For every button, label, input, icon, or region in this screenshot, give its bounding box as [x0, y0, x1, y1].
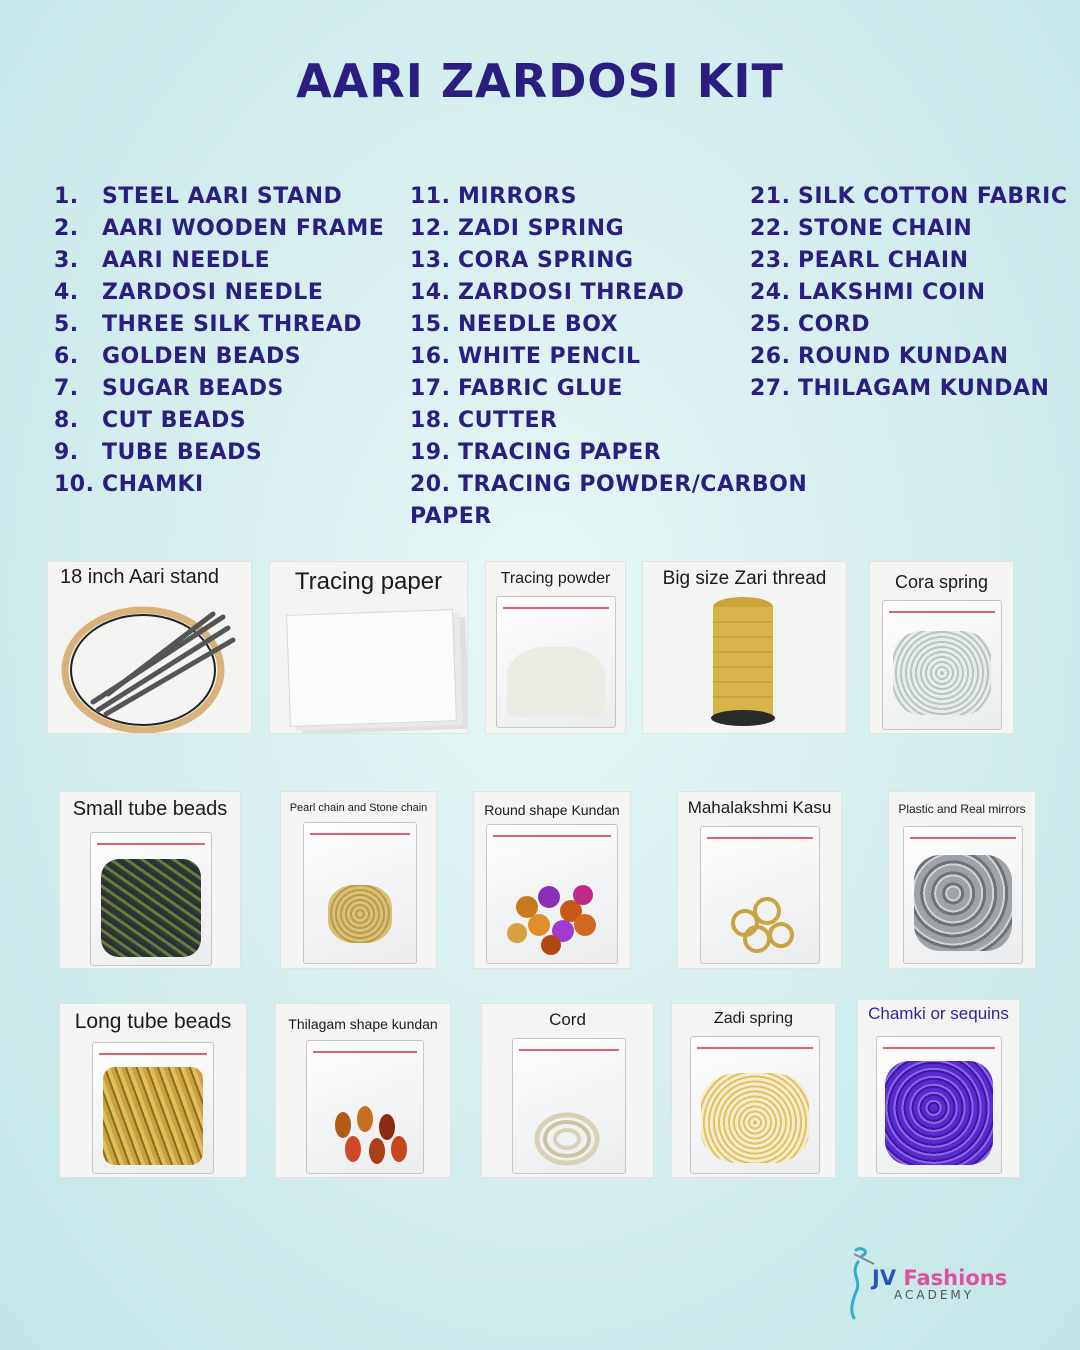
kit-item: 14. ZARDOSI THREAD	[410, 279, 685, 305]
zip-bag	[882, 600, 1002, 730]
photo-thilagam-kundan	[276, 1004, 450, 1177]
kit-item: 23. PEARL CHAIN	[750, 247, 969, 273]
kit-item: 8. CUT BEADS	[54, 407, 247, 433]
kit-item: 17. FABRIC GLUE	[410, 375, 623, 401]
photo-chamki	[858, 1000, 1019, 1177]
photo-small-tube-beads	[60, 792, 240, 968]
kit-item: 22. STONE CHAIN	[750, 215, 973, 241]
kit-item: 7. SUGAR BEADS	[54, 375, 284, 401]
kit-item: 21. SILK COTTON FABRIC	[750, 183, 1068, 209]
kit-item: 12. ZADI SPRING	[410, 215, 625, 241]
photo-aari-stand	[48, 562, 251, 733]
photo-caption: Cord	[549, 1010, 586, 1029]
zip-bag	[512, 1038, 626, 1174]
photo-caption: 18 inch Aari stand	[60, 566, 219, 588]
page-title: AARI ZARDOSI KIT	[296, 54, 784, 108]
photo-mirrors	[889, 792, 1035, 968]
photo-caption: Big size Zari thread	[662, 568, 827, 589]
kit-item: 13. CORA SPRING	[410, 247, 634, 273]
photo-round-kundan	[474, 792, 630, 968]
photo-caption: Cora spring	[894, 572, 989, 592]
kit-item: 4. ZARDOSI NEEDLE	[54, 279, 324, 305]
photo-caption: Plastic and Real mirrors	[898, 802, 1026, 816]
zip-bag	[306, 1040, 424, 1174]
kit-item: 9. TUBE BEADS	[54, 439, 263, 465]
zip-bag	[90, 832, 212, 966]
zip-bag	[303, 822, 417, 964]
kit-item-continuation: PAPER	[410, 503, 492, 529]
photo-caption: Thilagam shape kundan	[288, 1016, 438, 1032]
kit-item: 20. TRACING POWDER/CARBON	[410, 471, 808, 497]
kit-item: 6. GOLDEN BEADS	[54, 343, 302, 369]
kit-list-column-1	[54, 180, 384, 500]
zip-bag	[486, 824, 618, 964]
kit-item: 10. CHAMKI	[54, 471, 204, 497]
photo-tracing-powder	[486, 562, 625, 733]
photo-long-tube-beads	[60, 1004, 246, 1177]
logo-name: JV Fashions	[872, 1266, 1008, 1290]
zip-bag	[496, 596, 616, 728]
kit-item: 3. AARI NEEDLE	[54, 247, 271, 273]
photo-caption: Mahalakshmi Kasu	[687, 798, 832, 817]
photo-mahalakshmi-kasu	[678, 792, 841, 968]
paper-sheets	[286, 609, 457, 727]
photo-caption: Chamki or sequins	[868, 1004, 1009, 1023]
photo-zari-thread	[643, 562, 846, 733]
photo-caption: Tracing paper	[294, 568, 443, 595]
photo-pearl-stone-chain	[281, 792, 436, 968]
photo-caption: Tracing powder	[500, 570, 611, 587]
kit-item: 19. TRACING PAPER	[410, 439, 662, 465]
brand-logo	[848, 1244, 1028, 1324]
zip-bag	[690, 1036, 820, 1174]
photo-caption: Small tube beads	[72, 798, 228, 820]
kit-item: 26. ROUND KUNDAN	[750, 343, 1009, 369]
photo-cord	[482, 1004, 653, 1177]
thread-spool-image	[643, 562, 846, 733]
kit-item: 18. CUTTER	[410, 407, 558, 433]
photo-cora-spring	[870, 562, 1013, 733]
kit-item: 15. NEEDLE BOX	[410, 311, 619, 337]
logo-subtitle: ACADEMY	[894, 1288, 975, 1302]
zip-bag	[876, 1036, 1002, 1174]
kit-item: 2. AARI WOODEN FRAME	[54, 215, 385, 241]
photo-tracing-paper	[270, 562, 467, 733]
photo-caption: Long tube beads	[74, 1010, 232, 1033]
photo-caption: Zadi spring	[713, 1010, 794, 1027]
photo-caption: Round shape Kundan	[484, 802, 620, 818]
kit-item: 16. WHITE PENCIL	[410, 343, 641, 369]
kit-item: 1. STEEL AARI STAND	[54, 183, 343, 209]
photo-caption: Pearl chain and Stone chain	[289, 802, 428, 814]
zip-bag	[903, 826, 1023, 964]
aari-stand-image	[48, 562, 251, 733]
photo-zadi-spring	[672, 1004, 835, 1177]
kit-item: 27. THILAGAM KUNDAN	[750, 375, 1050, 401]
zip-bag	[700, 826, 820, 964]
zip-bag	[92, 1042, 214, 1174]
kit-item: 24. LAKSHMI COIN	[750, 279, 986, 305]
kit-item: 25. CORD	[750, 311, 871, 337]
kit-list-column-2	[410, 180, 807, 532]
kit-item: 5. THREE SILK THREAD	[54, 311, 363, 337]
kit-item: 11. MIRRORS	[410, 183, 577, 209]
kit-list-column-3	[750, 180, 1067, 404]
